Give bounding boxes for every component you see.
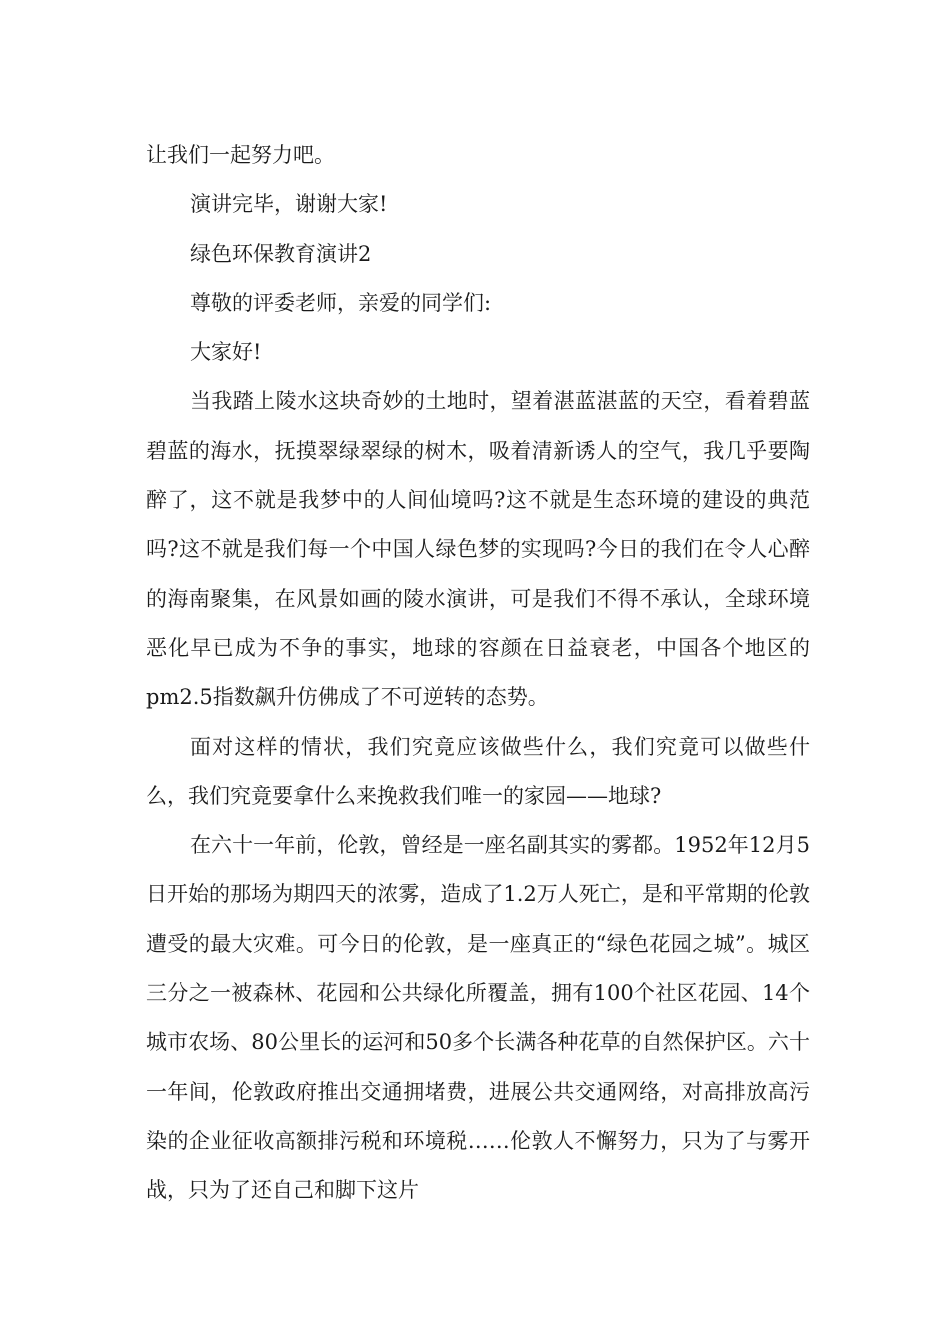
paragraph-closing-line: 让我们一起努力吧。 [146, 143, 335, 167]
section-heading: 绿色环保教育演讲2 [190, 241, 372, 266]
paragraph-london: 在六十一年前，伦敦，曾经是一座名副其实的雾都。1952年12月5日开始的那场为期四天的浓雾，造成了1.2万人死亡，是和平常期的伦敦遭受的最大灾难。可今日的伦敦，是一座真正的“绿色花园之城”。城区三分之一被森林、花园和公共绿化所覆盖，拥有100个社区花园、14个城市农场、80公里长的运河和50多个长满各种花草的自然保护区。六十一年间，伦敦政府推出交通拥堵费，进展公共交通网络，对高排放高污染的企业征收高额排污税和环境税……伦敦人不懈努力，只为了与雾开战，只为了还自己和脚下这片 [146, 833, 810, 1203]
paragraph-greeting: 大家好! [190, 340, 262, 365]
paragraph-lingshui: 当我踏上陵水这块奇妙的土地时，望着湛蓝湛蓝的天空，看着碧蓝碧蓝的海水，抚摸翠绿翠绿的树木，吸着清新诱人的空气，我几乎要陶醉了，这不就是我梦中的人间仙境吗?这不就是生态环境的建设的典范吗?这不就是我们每一个中国人绿色梦的实现吗?今日的我们在令人心醉的海南聚集，在风景如画的陵水演讲，可是我们不得不承认，全球环境恶化早已成为不争的事实，地球的容颜在日益衰老，中国各个地区的pm2.5指数飙升仿佛成了不可逆转的态势。 [146, 389, 810, 710]
paragraph-question: 面对这样的情状，我们究竟应该做些什么，我们究竟可以做些什么，我们究竟要拿什么来挽救我们唯一的家园——地球? [146, 734, 810, 808]
paragraph-salutation: 尊敬的评委老师，亲爱的同学们: [190, 290, 492, 315]
paragraph-thanks: 演讲完毕，谢谢大家! [190, 192, 388, 217]
body-text [146, 131, 810, 1216]
